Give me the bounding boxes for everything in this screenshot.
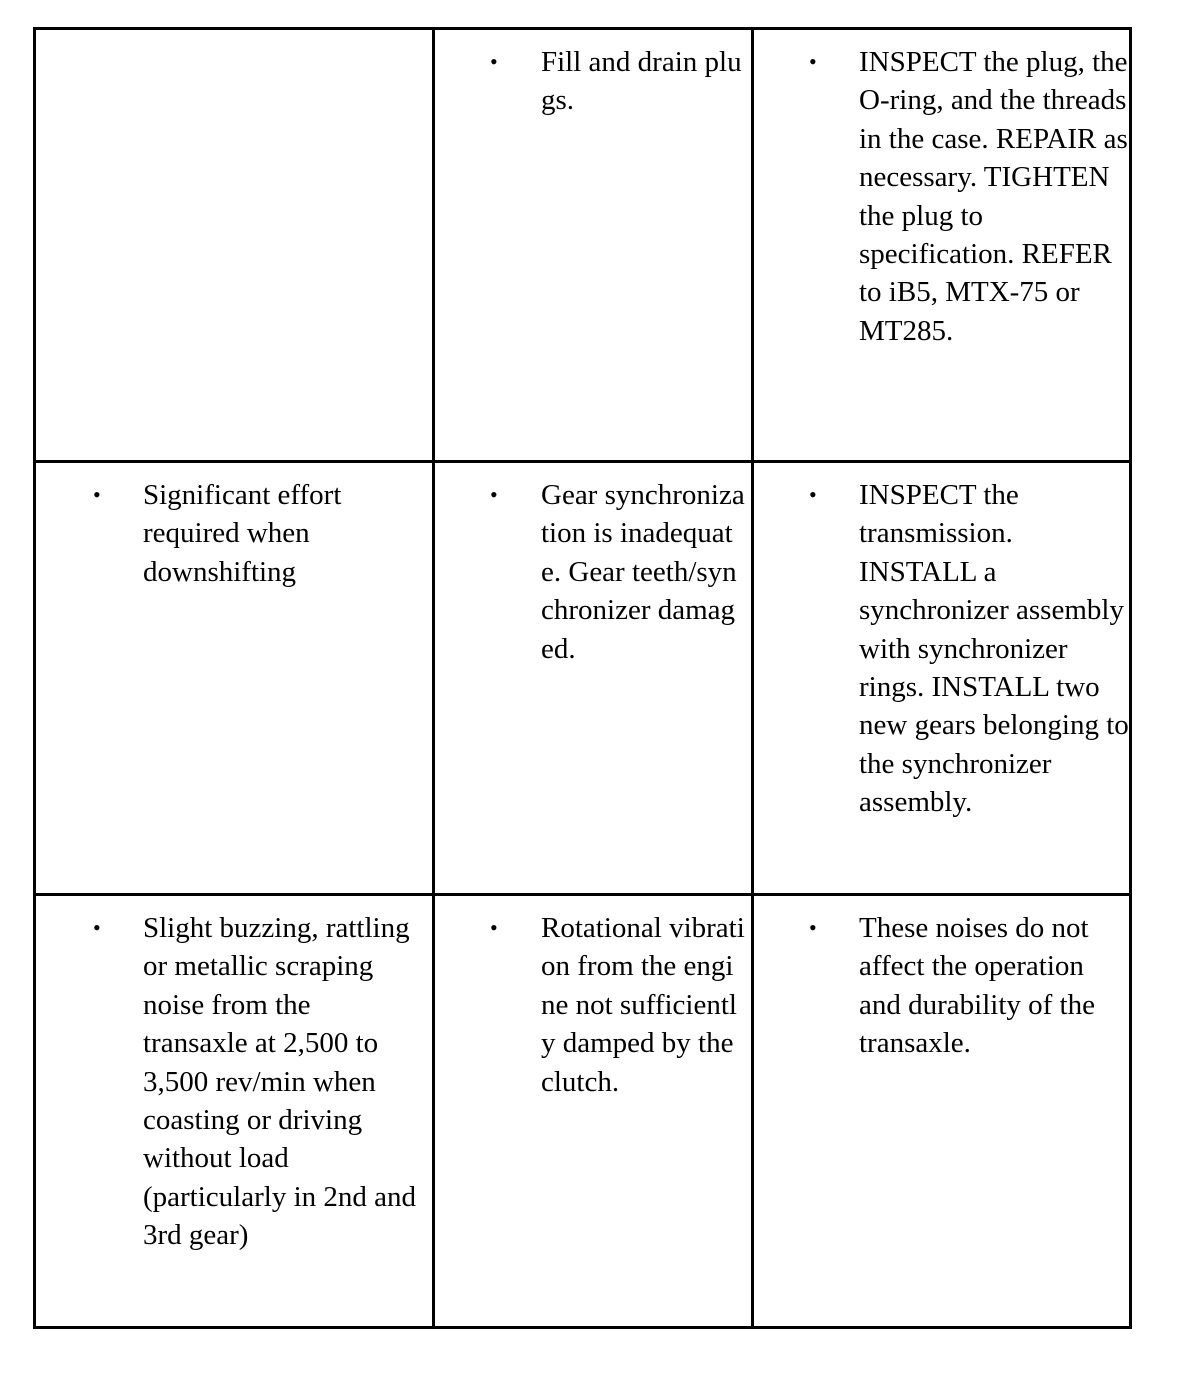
action-cell <box>753 29 1131 462</box>
cause-text: Rotational vibration from the engine not sufficiently damped by the clutch. <box>541 912 745 1098</box>
list-item <box>754 30 1129 350</box>
symptom-cell <box>35 29 434 462</box>
bullet-icon: • <box>93 482 101 507</box>
list-item <box>36 463 432 591</box>
bullet-icon: • <box>809 49 817 74</box>
list-item <box>435 30 751 120</box>
bullet-icon: • <box>809 915 817 940</box>
cause-cell <box>434 462 753 895</box>
diagnosis-table <box>33 27 1132 1329</box>
bullet-icon: • <box>490 915 498 940</box>
bullet-icon: • <box>490 482 498 507</box>
list-item <box>754 896 1129 1063</box>
list-item <box>754 463 1129 822</box>
list-item <box>435 463 751 668</box>
action-cell <box>753 895 1131 1328</box>
list-item <box>435 896 751 1101</box>
action-cell <box>753 462 1131 895</box>
symptom-cell <box>35 895 434 1328</box>
cause-cell <box>434 29 753 462</box>
bullet-icon: • <box>93 915 101 940</box>
bullet-icon: • <box>490 49 498 74</box>
table-row <box>35 462 1131 895</box>
cause-text: Fill and drain plugs. <box>541 46 742 117</box>
symptom-cell <box>35 462 434 895</box>
cause-text: Gear synchronization is inadequate. Gear teeth/synchronizer damaged. <box>541 479 745 665</box>
symptom-text: Significant effort required when downshifting <box>143 479 342 588</box>
action-text: INSPECT the plug, the O-ring, and the threads in the case. REPAIR as necessary. TIGHTEN the plug to specification. REFER to iB5, MTX-75 or MT285. <box>859 46 1128 347</box>
bullet-icon: • <box>809 482 817 507</box>
cause-cell <box>434 895 753 1328</box>
symptom-text: Slight buzzing, rattling or metallic scraping noise from the transaxle at 2,500 to 3,500 rev/min when coasting or driving without load (particularly in 2nd and 3rd gear) <box>143 912 416 1252</box>
list-item <box>36 896 432 1255</box>
action-text: These noises do not affect the operation and durability of the transaxle. <box>859 912 1095 1060</box>
action-text: INSPECT the transmission. INSTALL a synchronizer assembly with synchronizer rings. INSTALL two new gears belonging to the synchronizer assembly. <box>859 479 1129 819</box>
table-row <box>35 29 1131 462</box>
table-row <box>35 895 1131 1328</box>
